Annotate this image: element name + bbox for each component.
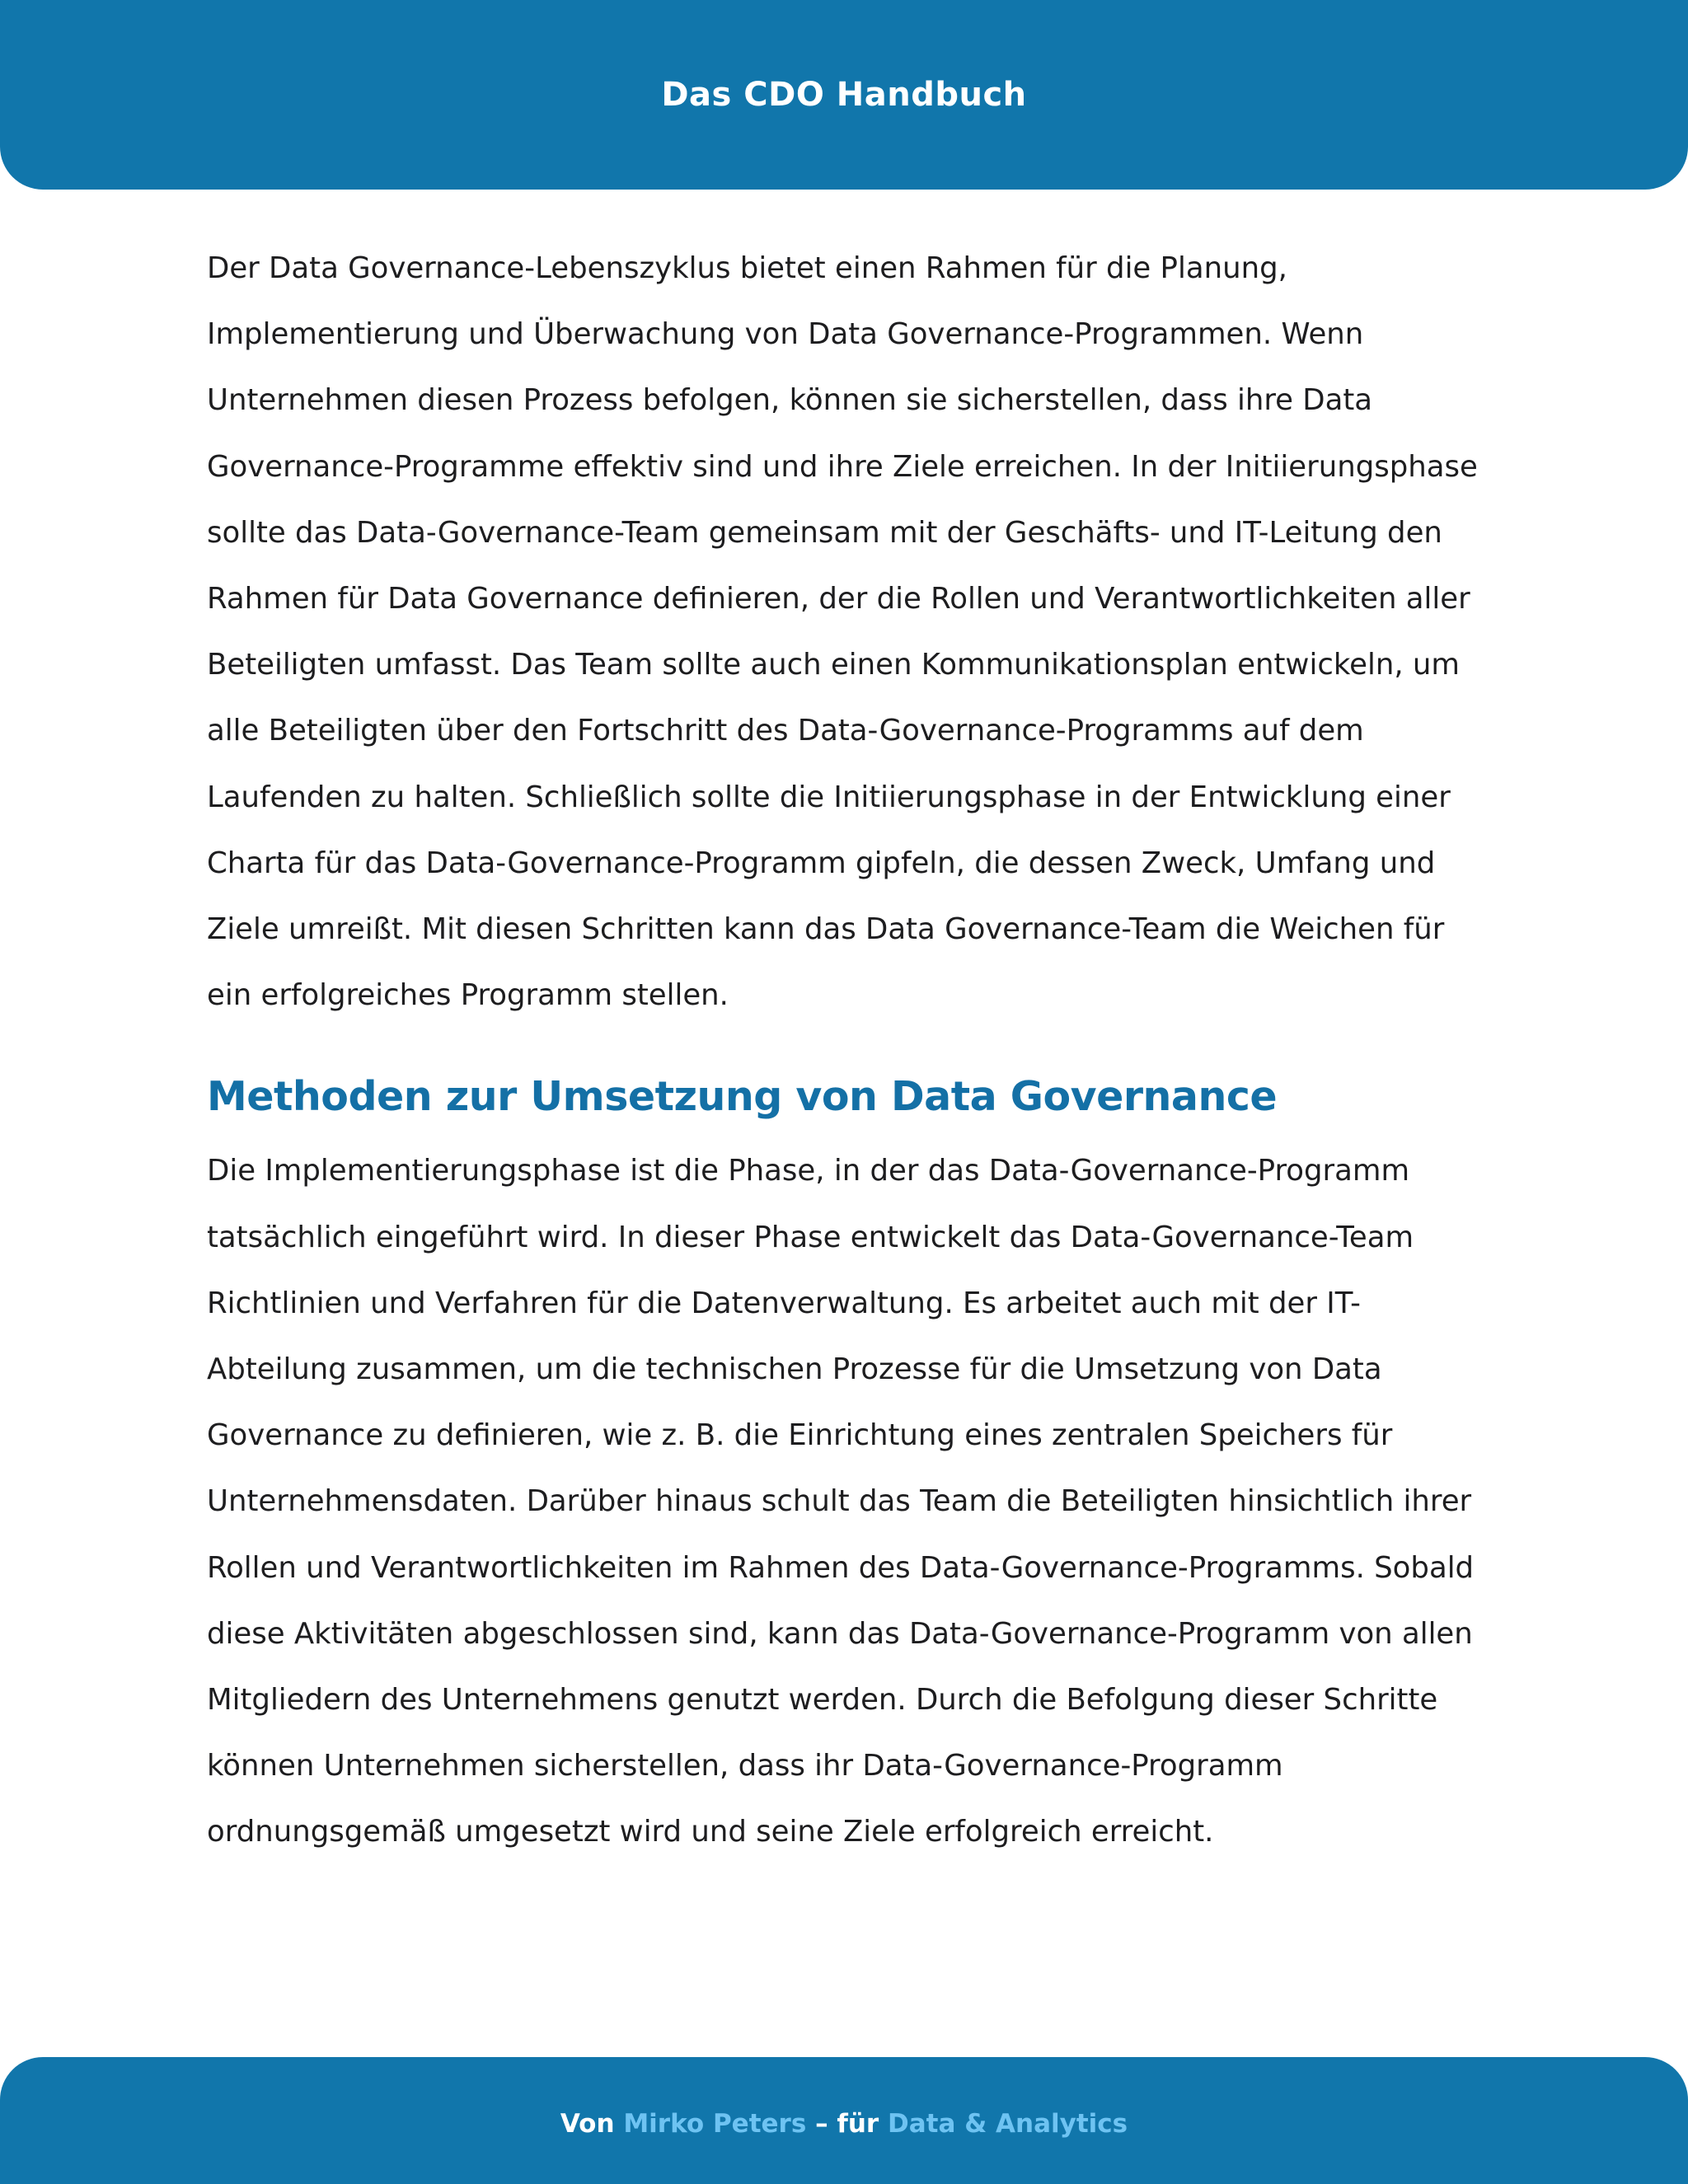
main-content [207,236,1493,1866]
section-heading: Methoden zur Umsetzung von Data Governance [207,1073,1278,1121]
body-paragraph-2: Die Implementierungsphase ist die Phase, in der das Data-Governance-Programm tatsächlich eingeführt wird. In dieser Phase entwickelt das Data-Governance-Team Richtlinien und Verfahren für die Datenverwaltung. Es arbeitet auch mit der IT-Abteilung zusammen, um die technischen Prozesse für die Umsetzung von Data Governance zu definieren, wie z. B. die Einrichtung eines zentralen Speichers für Unternehmensdaten. Darüber hinaus schult das Team die Beteiligten hinsichtlich ihrer Rollen und Verantwortlichkeiten im Rahmen des Data-Governance-Programms. Sobald diese Aktivitäten abgeschlossen sind, kann das Data-Governance-Programm von allen Mitgliedern des Unternehmens genutzt werden. Durch die Befolgung dieser Schritte können Unternehmen sicherstellen, dass ihr Data-Governance-Programm ordnungsgemäß umgesetzt wird und seine Ziele erfolgreich erreicht. [207,1154,1475,1849]
footer-separator: – [815,2109,828,2139]
footer-credit [560,2102,1128,2139]
footer-organization: Data & Analytics [888,2109,1128,2139]
page-footer [0,2057,1688,2184]
body-paragraph-1: Der Data Governance-Lebenszyklus bietet einen Rahmen für die Planung, Implementierung und Überwachung von Data Governance-Programmen. Wenn Unternehmen diesen Prozess befolgen, können sie sicherstellen, dass ihre Data Governance-Programme effektiv sind und ihre Ziele erreichen. In der Initiierungsphase sollte das Data-Governance-Team gemeinsam mit der Geschäfts- und IT-Leitung den Rahmen für Data Governance definieren, der die Rollen und Verantwortlichkeiten aller Beteiligten umfasst. Das Team sollte auch einen Kommunikationsplan entwickeln, um alle Beteiligten über den Fortschritt des Data-Governance-Programms auf dem Laufenden zu halten. Schließlich sollte die Initiierungsphase in der Entwicklung einer Charta für das Data-Governance-Programm gipfeln, die dessen Zweck, Umfang und Ziele umreißt. Mit diesen Schritten kann das Data Governance-Team die Weichen für ein erfolgreiches Programm stellen. [207,251,1478,1013]
footer-prefix: Von [560,2109,615,2139]
page-header [0,0,1688,190]
footer-for-label: für [837,2109,879,2139]
footer-author: Mirko Peters [623,2109,807,2139]
header-title: Das CDO Handbuch [661,76,1027,114]
